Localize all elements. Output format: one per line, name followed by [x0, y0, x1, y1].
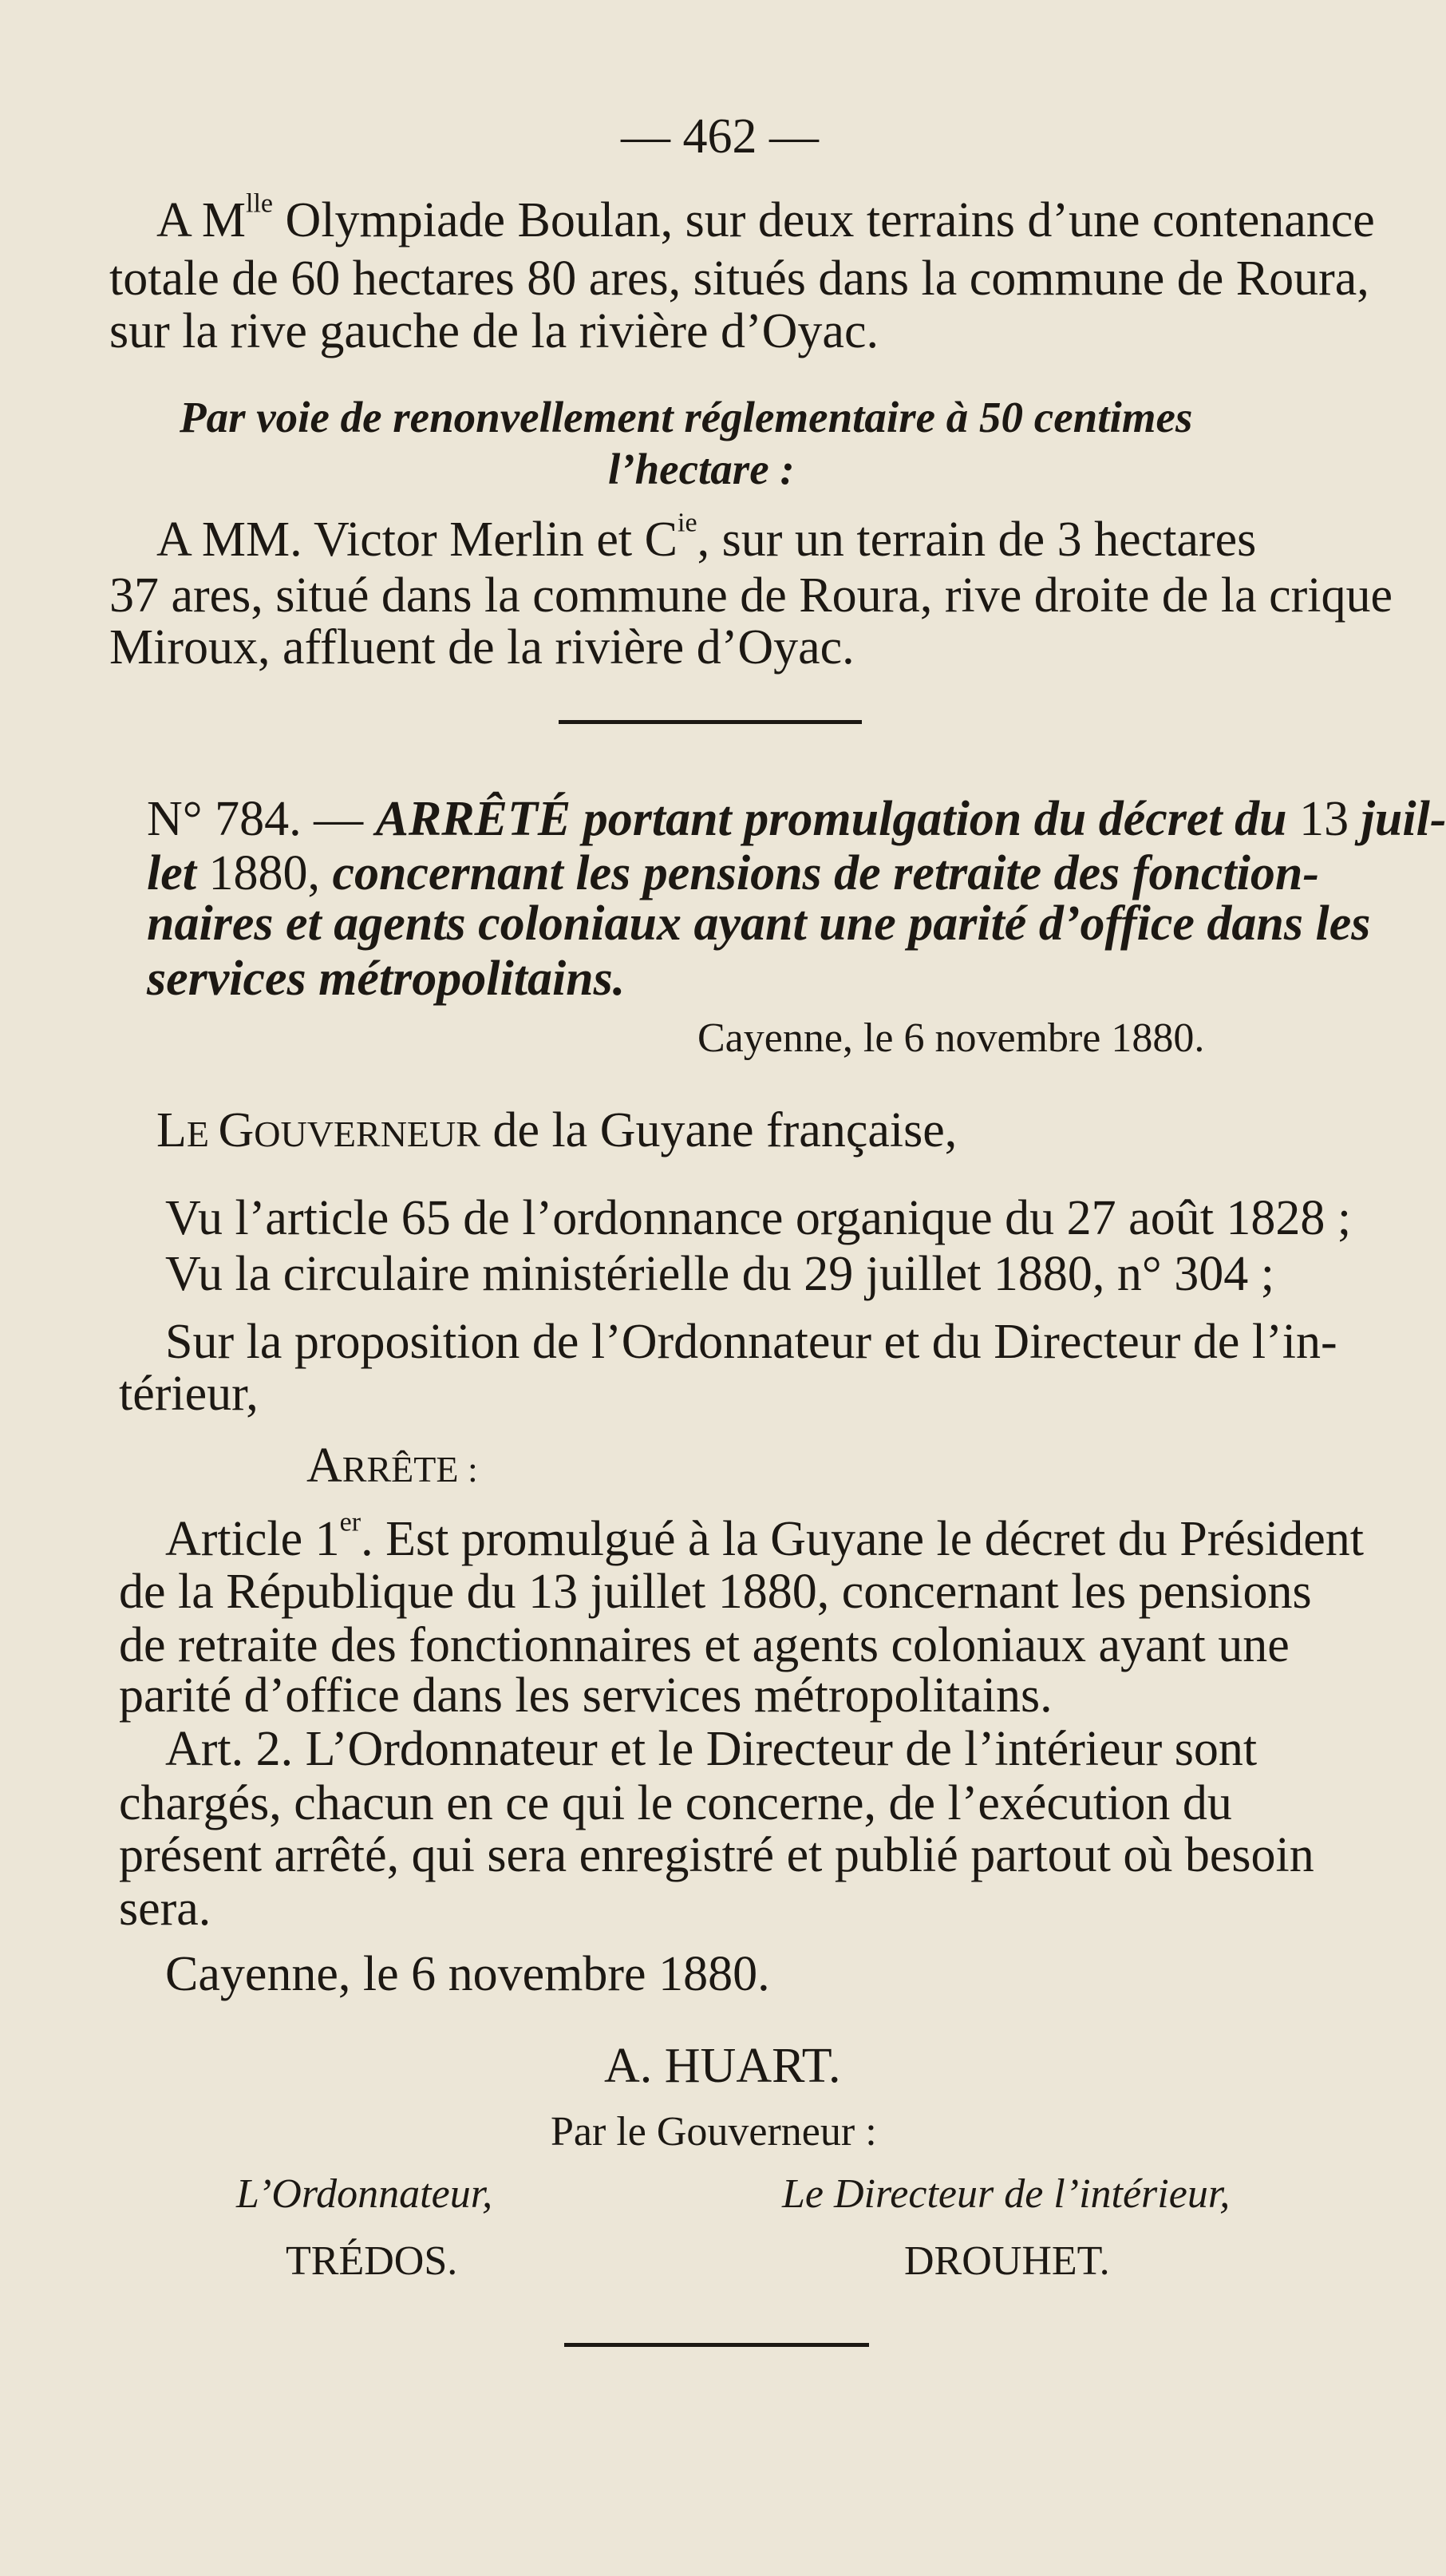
- closing-date: Cayenne, le 6 novembre 1880.: [165, 1947, 770, 2001]
- article-2-line-4: sera.: [119, 1882, 211, 1936]
- superscript: er: [339, 1507, 362, 1537]
- smallcaps-text: OUVERNEUR: [254, 1114, 480, 1154]
- ordonnateur-title: L’Ordonnateur,: [236, 2171, 493, 2217]
- smallcaps-text: G: [218, 1103, 255, 1157]
- page-number: — 462 —: [621, 109, 819, 164]
- smallcaps-text: L: [156, 1103, 187, 1157]
- smallcaps-text: E: [186, 1114, 219, 1154]
- article-1-line-3: de retraite des fonctionnaires et agents coloniaux ayant une: [119, 1618, 1290, 1672]
- renewal-heading-line-2: l’hectare :: [608, 445, 795, 493]
- renewal-line-3: Miroux, affluent de la rivière d’Oyac.: [109, 620, 855, 675]
- arrete-title-text: let: [147, 846, 209, 900]
- article-1-line-2: de la République du 13 juillet 1880, concernant les pensions: [119, 1565, 1312, 1619]
- vu-line-2: Vu la circulaire ministérielle du 29 juillet 1880, n° 304 ;: [165, 1247, 1274, 1301]
- governor-line: [156, 1103, 958, 1157]
- intro-text: A M: [156, 193, 246, 247]
- bottom-divider: [564, 2343, 869, 2347]
- dateline: Cayenne, le 6 novembre 1880.: [697, 1015, 1205, 1061]
- smallcaps-text: RRÊTE :: [342, 1449, 478, 1490]
- section-divider: [559, 720, 862, 724]
- renewal-text: , sur un terrain de 3 hectares: [697, 512, 1257, 567]
- governor-text: de la Guyane française,: [480, 1103, 958, 1157]
- arrete-title-line-2: [147, 846, 1320, 900]
- arrete-number: N° 784. —: [147, 792, 376, 846]
- smallcaps-text: A: [306, 1438, 342, 1493]
- governor-signature: A. HUART.: [604, 2039, 841, 2093]
- directeur-name: DROUHET.: [904, 2238, 1110, 2284]
- intro-text: Olympiade Boulan, sur deux terrains d’une contenance: [273, 193, 1375, 247]
- directeur-title: Le Directeur de l’intérieur,: [782, 2171, 1231, 2217]
- intro-line-3: sur la rive gauche de la rivière d’Oyac.: [109, 304, 879, 358]
- superscript: ie: [678, 508, 697, 538]
- ordonnateur-name: TRÉDOS.: [286, 2238, 458, 2284]
- article-text: Article 1: [165, 1512, 340, 1566]
- article-2-line-3: présent arrêté, qui sera enregistré et publié partout où besoin: [119, 1828, 1314, 1882]
- intro-line-2: totale de 60 hectares 80 ares, situés dans la commune de Roura,: [109, 251, 1369, 306]
- article-text: . Est promulgué à la Guyane le décret du Président: [361, 1512, 1364, 1566]
- par-le-gouverneur: Par le Gouverneur :: [551, 2109, 877, 2155]
- superscript: lle: [245, 188, 274, 219]
- arrete-title-line-4: services métropolitains.: [147, 952, 626, 1006]
- arrete-title-line-1: [147, 794, 1446, 844]
- arrete-title-text: juil-: [1349, 792, 1446, 846]
- arrete-title-text: concernant les pensions de retraite des fonction-: [319, 846, 1320, 900]
- article-1-line-1: [165, 1507, 1364, 1566]
- article-2-line-2: chargés, chacun en ce qui le concerne, de l’exécution du: [119, 1776, 1232, 1830]
- arrete-title-year: 1880,: [208, 846, 320, 900]
- renewal-line-2: 37 ares, situé dans la commune de Roura, rive droite de la crique: [109, 568, 1393, 623]
- intro-line-1: [156, 188, 1375, 247]
- vu-line-1: Vu l’article 65 de l’ordonnance organique du 27 août 1828 ;: [165, 1191, 1352, 1245]
- proposal-line-1: Sur la proposition de l’Ordonnateur et du Directeur de l’in-: [165, 1315, 1337, 1369]
- arrete-heading: [306, 1438, 478, 1493]
- arrete-title-text: ARRÊTÉ portant promulgation du décret du: [375, 792, 1300, 846]
- article-1-line-4: parité d’office dans les services métropolitains.: [119, 1668, 1053, 1723]
- renewal-line-1: [156, 508, 1257, 567]
- arrete-title-line-3: naires et agents coloniaux ayant une parité d’office dans les: [147, 896, 1371, 951]
- proposal-line-2: térieur,: [119, 1367, 259, 1421]
- article-2-line-1: Art. 2. L’Ordonnateur et le Directeur de l’intérieur sont: [165, 1722, 1258, 1776]
- arrete-title-date: 13: [1299, 792, 1349, 846]
- renewal-text: A MM. Victor Merlin et C: [156, 512, 678, 567]
- renewal-heading-line-1: Par voie de renonvellement réglementaire à 50 centimes: [180, 393, 1193, 441]
